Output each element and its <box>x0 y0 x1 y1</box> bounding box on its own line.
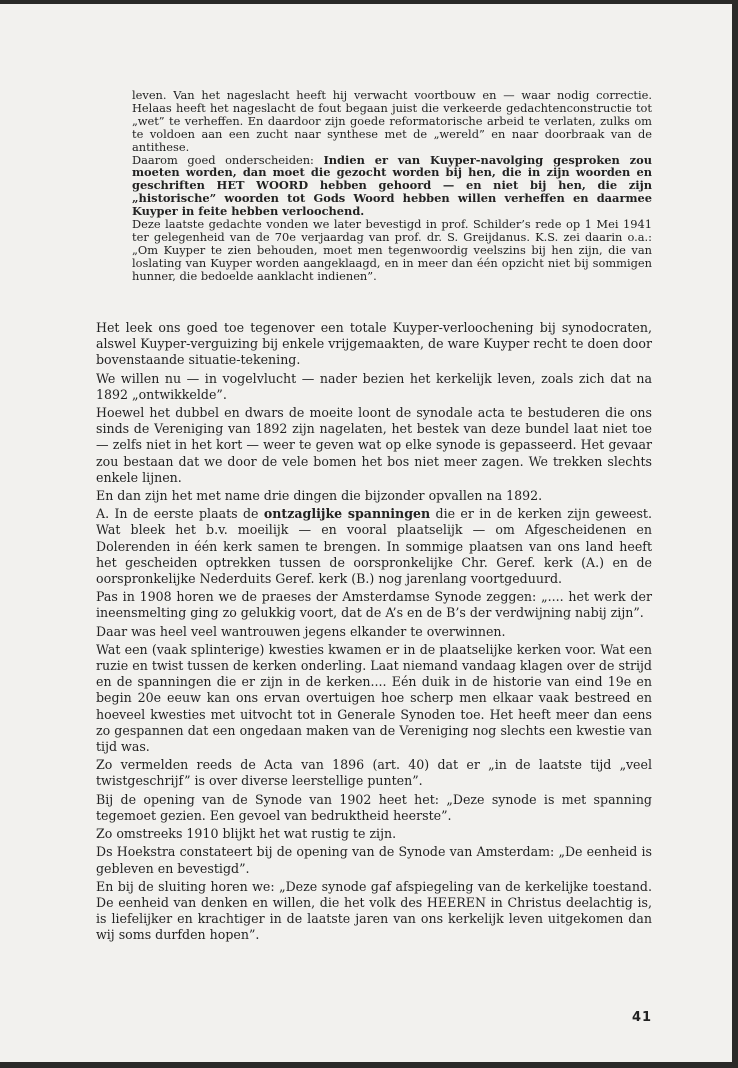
scan-edge-bottom <box>0 1062 738 1068</box>
scan-edge-right <box>732 0 738 1068</box>
body-paragraph: Daar was heel veel wantrouwen jegens elkander te overwinnen. <box>96 623 506 639</box>
quote-bold-text: Indien er van Kuyper-navolging gesproken zou moeten worden, dan moet die gezocht worden bij hen, die in zijn woorden en geschriften HET WOORD hebben gehoord — en niet bij hen, die zijn „historische” woorden tot Gods Woord hebben willen verheffen en daarmee Kuyper in feite hebben verloochend. <box>132 152 652 219</box>
quote-paragraph <box>132 154 652 219</box>
body-paragraph: Zo vermelden reeds de Acta van 1896 (art. 40) dat er „in de laatste tijd „veel twistgeschrijf” is over diverse leerstellige punten”. <box>96 757 652 789</box>
quote-paragraph: Deze laatste gedachte vonden we later bevestigd in prof. Schilder’s rede op 1 Mei 1941 ter gelegenheid van de 70e verjaardag van prof. dr. S. Greijdanus. K.S. zei daarin o.a.: „Om Kuyper te zien behouden, moet men tegenwoordig veelszins bij hen zijn, die van loslating van Kuyper worden aangeklaagd, en in meer dan één opzicht niet bij sommigen hunner, die bedoelde aanklacht indienen”. <box>132 217 652 283</box>
body-paragraph: Zo omstreeks 1910 blijkt het wat rustig te zijn. <box>96 826 397 842</box>
body-paragraph: Wat een (vaak splinterige) kwesties kwamen er in de plaatselijke kerken voor. Wat een ruzie en twist tussen de kerken onderling. Laat niemand vandaag klagen over de strijd en de spanningen die er zijn in de kerken.... Eén duik in de historie van eind 19e en begin 20e eeuw kan ons ervan overtuigen hoe scherp men elkaar vaak bestreed en hoeveel kwesties met uitvocht tot in Generale Synoden toe. Het heeft meer dan eens zo gespannen dat een ongedaan maken van de Vereniging nog slechts een kwestie van tijd was. <box>96 641 652 755</box>
indented-quote <box>132 89 652 283</box>
page-number: 41 <box>632 1010 653 1025</box>
body-paragraph: Bij de opening van de Synode van 1902 heet het: „Deze synode is met spanning tegemoet gezien. Een gevoel van bedruktheid heerste”. <box>96 791 652 823</box>
body-lead-text: A. In de eerste plaats de <box>96 506 264 522</box>
quote-paragraph: leven. Van het nageslacht heeft hij verwacht voortbouw en — waar nodig correctie. Helaas heeft het nageslacht de fout begaan juist die verkeerde gedachtenconstructie tot „wet” te verheffen. En daardoor zijn goede reformatorische arbeid te verlaten, zulks om te voldoen aan een zucht naar synthese met de „wereld” en naar doorbraak van de antithese. <box>132 88 652 154</box>
body-paragraph: We willen nu — in vogelvlucht — nader bezien het kerkelijk leven, zoals zich dat na 1892 „ontwikkelde”. <box>96 370 652 402</box>
quote-lead-text: Daarom goed onderscheiden: <box>132 152 324 167</box>
body-paragraph: Pas in 1908 horen we de praeses der Amsterdamse Synode zeggen: „.... het werk der ineensmelting ging zo gelukkig voort, dat de A’s en de B’s der verdwijning nabij zijn”. <box>96 589 652 621</box>
body-paragraph: Hoewel het dubbel en dwars de moeite loont de synodale acta te bestuderen die ons sinds de Vereniging van 1892 zijn nagelaten, het bestek van deze bundel laat niet toe — zelfs niet in het kort — weer te geven wat op elke synode is gepasseerd. Het gevaar zou bestaan dat we door de vele bomen het bos niet meer zagen. We trekken slechts enkele lijnen. <box>96 405 652 485</box>
body-bold-text: ontzaglijke spanningen <box>263 506 431 522</box>
body-paragraph: Ds Hoekstra constateert bij de opening van de Synode van Amsterdam: „De eenheid is gebleven en bevestigd”. <box>96 844 652 876</box>
body-paragraph: En dan zijn het met name drie dingen die bijzonder opvallen na 1892. <box>96 488 543 504</box>
body-paragraph: En bij de sluiting horen we: „Deze synode gaf afspiegeling van de kerkelijke toestand. De eenheid van denken en willen, die het volk des HEEREN in Christus deelachtig is, is liefelijker en krachtiger in de laatste jaren van ons kerkelijk leven uitgekomen dan wij soms durfden hopen”. <box>96 878 652 943</box>
body-tail-text: die er in de kerken zijn geweest. Wat bleek het b.v. moeilijk — en vooral plaatselijk — om Afgescheidenen en Dolerenden in één kerk samen te brengen. In sommige plaatsen van ons land heeft het gescheiden optrekken tussen de oorspronkelijke Chr. Geref. kerk (A.) en de oorspronkelijke Nederduits Geref. kerk (B.) nog jarenlang voortgeduurd. <box>96 506 652 587</box>
body-paragraph <box>96 506 652 587</box>
body-paragraph: Het leek ons goed toe tegenover een totale Kuyper-verloochening bij synodocraten, alswel Kuyper-verguizing bij enkele vrijgemaakten, de ware Kuyper recht te doen door bovenstaande situatie-tekening. <box>96 320 652 368</box>
main-text <box>96 320 652 944</box>
